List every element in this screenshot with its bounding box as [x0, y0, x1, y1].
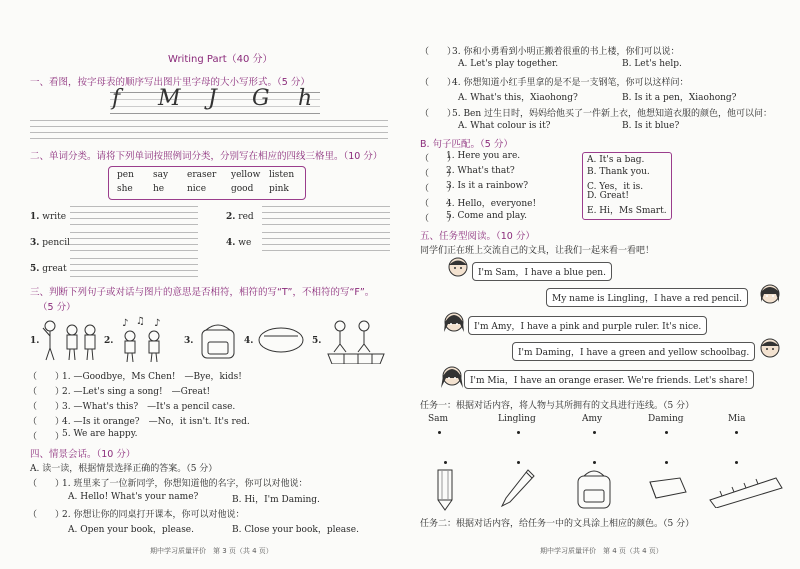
name-dot[interactable]: [593, 431, 596, 434]
word-bank-word: eraser: [187, 170, 217, 180]
question-text: 3. 你和小勇看到小明正搬着很重的书上楼，你们可以说：: [452, 47, 680, 57]
category-word: we: [238, 238, 252, 248]
section2-heading: 二、单词分类。请将下列单词按照例词分类，分别写在相应的四线三格里。（10 分）: [30, 151, 383, 162]
name-dot[interactable]: [665, 431, 668, 434]
bubble-sam: I'm Sam，I have a blue pen.: [472, 262, 612, 281]
picture-num: 2.: [104, 336, 114, 346]
answer-paren[interactable]: （ ）: [420, 109, 457, 119]
answer-paren[interactable]: （ ）: [420, 214, 457, 224]
match-right-box: [582, 152, 672, 220]
bubble-mia: I'm Mia，I have an orange eraser. We're friends. Let's share!: [464, 370, 754, 389]
question-text: 1. —Goodbye，Ms Chen! —Bye，kids!: [62, 372, 242, 382]
word-bank-word: listen: [269, 170, 295, 180]
answer-paren[interactable]: （ ）: [420, 169, 457, 179]
match-sentence: 3. Is it a rainbow?: [446, 181, 529, 191]
match-sentence: 2. What's that?: [446, 166, 515, 176]
item-dot[interactable]: [593, 461, 596, 464]
option-a: A. Hello! What's your name?: [68, 492, 199, 502]
category-num: 4.: [226, 238, 236, 248]
question-text: 4. —Is it orange? —No，it isn't. It's red.: [62, 417, 250, 427]
match-option: B. Thank you.: [587, 167, 650, 177]
section5-heading: 五、任务型阅读。（10 分）: [420, 231, 535, 242]
option-b: B. Close your book，please.: [232, 525, 359, 535]
match-sentence: 5. Come and play.: [446, 211, 528, 221]
word-bank-word: yellow: [231, 170, 261, 180]
answer-paren[interactable]: （ ）: [28, 387, 65, 397]
picture-num: 1.: [30, 336, 40, 346]
answer-paren[interactable]: （ ）: [420, 184, 457, 194]
answer-paren[interactable]: （ ）: [28, 479, 65, 489]
category-word: red: [238, 212, 254, 222]
letter-5: h: [298, 86, 313, 111]
question-text: 1. 班里来了一位新同学，你想知道他的名字，你可以对他说：: [62, 479, 308, 489]
name-label: Amy: [582, 414, 603, 424]
word-bank-word: he: [153, 184, 165, 194]
svg-text:♪: ♪: [122, 318, 129, 329]
word-bank-word: pen: [117, 170, 134, 180]
match-option: A. It's a bag.: [587, 155, 645, 165]
item-dot[interactable]: [517, 461, 520, 464]
page-footer: 期中学习质量评价 第 4 页（共 4 页）: [540, 547, 663, 555]
option-b: B. Is it a pen，Xiaohong?: [622, 93, 737, 103]
picture-num: 4.: [244, 336, 254, 346]
item-dot[interactable]: [735, 461, 738, 464]
word-bank-word: good: [231, 184, 254, 194]
answer-paren[interactable]: （ ）: [420, 47, 457, 57]
section5-intro: 同学们正在班上交流自己的文具，让我们一起来看一看吧！: [420, 246, 655, 256]
option-b: B. Hi，I'm Daming.: [232, 495, 320, 505]
option-a: A. What colour is it?: [458, 121, 551, 131]
option-a: A. What's this，Xiaohong?: [458, 93, 578, 103]
name-label: Sam: [428, 414, 449, 424]
name-label: Mia: [728, 414, 746, 424]
letter-1: f: [112, 86, 121, 111]
sam-avatar-icon: [446, 256, 470, 282]
ruler-icon: [706, 474, 786, 508]
answer-paren[interactable]: （ ）: [28, 432, 65, 442]
task2-heading: 任务二：根据对话内容，给任务一中的文具涂上相应的颜色。（5 分）: [420, 519, 695, 529]
category-num: 5.: [30, 264, 40, 274]
category-word: pencil: [42, 238, 70, 248]
category-word: write: [42, 212, 67, 222]
task1-heading: 任务一：根据对话内容，将人物与其所拥有的文具进行连线。（5 分）: [420, 401, 695, 411]
right-page: [400, 0, 800, 569]
section4a-heading: A. 读一读，根据情景选择正确的答案。（5 分）: [30, 464, 218, 474]
section3-heading: 三、判断下列句子或对话与图片的意思是否相符，相符的写“T”，不相符的写“F”。: [30, 287, 375, 298]
option-b: B. Let's help.: [622, 59, 682, 69]
answer-paren[interactable]: （ ）: [28, 510, 65, 520]
match-option: E. Hi，Ms Smart.: [587, 206, 667, 216]
answer-paren[interactable]: （ ）: [420, 78, 457, 88]
question-text: 2. —Let's sing a song! —Great!: [62, 387, 211, 397]
answer-paren[interactable]: （ ）: [28, 417, 65, 427]
item-dot[interactable]: [665, 461, 668, 464]
lingling-avatar-icon: [758, 282, 782, 308]
category-word: great: [42, 264, 67, 274]
option-b: B. Is it blue?: [622, 121, 680, 131]
match-option: D. Great!: [587, 191, 630, 201]
letter-2: M: [158, 86, 181, 111]
bubble-amy: I'm Amy，I have a pink and purple ruler. It's nice.: [468, 316, 707, 335]
svg-text:♫: ♫: [136, 316, 145, 327]
name-dot[interactable]: [438, 431, 441, 434]
section4b-heading: B. 句子匹配。（5 分）: [420, 139, 513, 150]
category-num: 2.: [226, 212, 236, 222]
section1-heading: 一、看图，按字母表的顺序写出图片里字母的大小写形式。（5 分）: [30, 77, 310, 88]
word-bank-word: pink: [269, 184, 289, 194]
answer-paren[interactable]: （ ）: [28, 372, 65, 382]
singing-kids-icon: [114, 316, 174, 364]
word-bank-word: she: [117, 184, 133, 194]
bubble-lingling: My name is Lingling，I have a red pencil.: [546, 288, 748, 307]
question-text: 5. We are happy.: [62, 429, 138, 439]
option-a: A. Let's play together.: [458, 59, 559, 69]
word-bank-word: say: [153, 170, 169, 180]
word-bank: [108, 166, 306, 200]
question-text: 4. 你想知道小红手里拿的是不是一支钢笔，你可以这样问：: [452, 78, 689, 88]
mia-avatar-icon: [440, 364, 464, 390]
match-sentence: 1. Here you are.: [446, 151, 521, 161]
name-label: Lingling: [498, 414, 536, 424]
section4-heading: 四、情景会话。（10 分）: [30, 449, 136, 460]
section3-score: （5 分）: [38, 302, 76, 313]
category-num: 3.: [30, 238, 40, 248]
item-dot[interactable]: [444, 461, 447, 464]
answer-paren[interactable]: （ ）: [420, 154, 457, 164]
pencil-case-icon: [256, 324, 306, 356]
name-dot[interactable]: [517, 431, 520, 434]
question-text: 3. —What's this? —It's a pencil case.: [62, 402, 236, 412]
answer-paren[interactable]: （ ）: [420, 199, 457, 209]
answer-paren[interactable]: （ ）: [28, 402, 65, 412]
category-num: 1.: [30, 212, 40, 222]
picture-num: 3.: [184, 336, 194, 346]
match-option: C. Yes，it is.: [587, 182, 644, 192]
bubble-daming: I'm Daming，I have a green and yellow schoolbag.: [512, 342, 755, 361]
letter-3: J: [208, 86, 217, 111]
match-sentence: 4. Hello，everyone!: [446, 199, 537, 209]
amy-avatar-icon: [442, 310, 466, 336]
daming-avatar-icon: [758, 336, 782, 362]
people-waving-icon: [40, 318, 100, 364]
question-text: 5. Ben 过生日时，妈妈给他买了一件新上衣，他想知道衣服的颜色，他可以问：: [452, 109, 773, 119]
letter-4: G: [252, 86, 270, 111]
pencil-icon: [430, 466, 460, 512]
hopscotch-kids-icon: [324, 318, 388, 364]
question-text: 2. 你想让你的同桌打开课本，你可以对他说：: [62, 510, 245, 520]
writing-part-title: Writing Part（40 分）: [168, 54, 273, 65]
word-bank-word: nice: [187, 184, 207, 194]
svg-text:♪: ♪: [154, 318, 161, 329]
schoolbag-icon: [572, 466, 616, 512]
schoolbag-icon: [196, 320, 240, 362]
name-dot[interactable]: [735, 431, 738, 434]
eraser-icon: [644, 474, 690, 504]
picture-num: 5.: [312, 336, 322, 346]
page-footer: 期中学习质量评价 第 3 页（共 4 页）: [150, 547, 273, 555]
pen-icon: [498, 466, 538, 510]
option-a: A. Open your book，please.: [68, 525, 194, 535]
name-label: Daming: [648, 414, 684, 424]
